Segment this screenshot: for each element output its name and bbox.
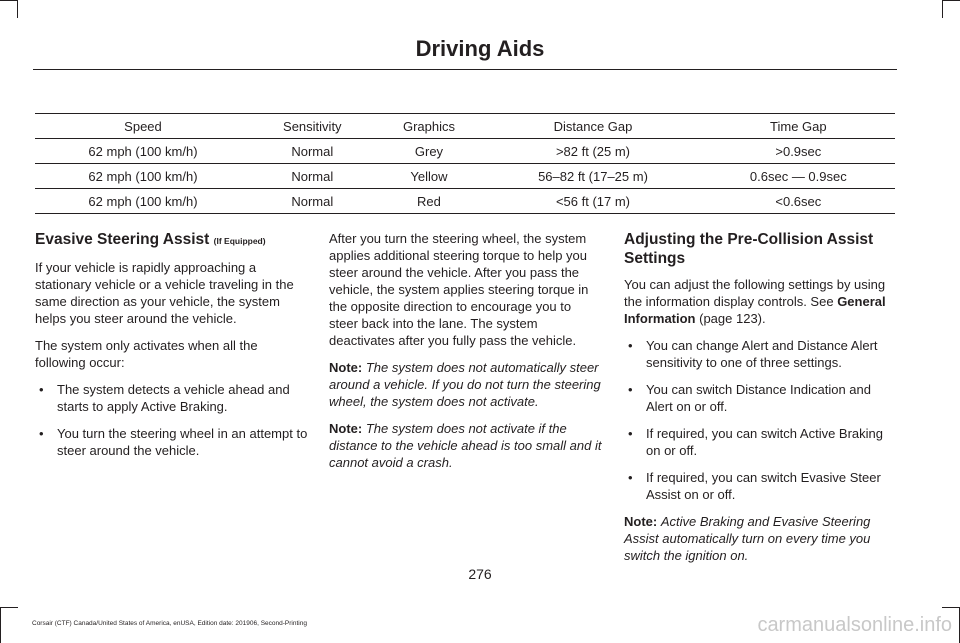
crop-mark bbox=[942, 607, 960, 608]
table-cell: 56–82 ft (17–25 m) bbox=[484, 164, 701, 189]
table-row bbox=[35, 164, 895, 189]
paragraph-text: You can adjust the following settings by using the information display controls. See bbox=[624, 277, 886, 309]
if-equipped-label: (If Equipped) bbox=[213, 236, 266, 246]
table-cell: >82 ft (25 m) bbox=[484, 139, 701, 164]
section-title-text: Evasive Steering Assist bbox=[35, 231, 210, 248]
list-item: • You can switch Distance Indication and Alert on or off. bbox=[624, 381, 898, 415]
paragraph: After you turn the steering wheel, the system applies additional steering torque to help you steer around the vehicle. After you pass the vehicle, the system applies steering torque in the opposite direction to encourage you to steer back into the lane. The system deactivates after you fully pass the vehicle. bbox=[329, 231, 589, 348]
paragraph: The system only activates when all the following occur: bbox=[35, 338, 258, 370]
column-header-speed: Speed bbox=[35, 114, 251, 139]
paragraph bbox=[624, 276, 898, 327]
list-item: • If required, you can switch Evasive Steer Assist on or off. bbox=[624, 469, 898, 503]
column-right bbox=[624, 230, 898, 574]
note bbox=[624, 513, 898, 564]
table-cell: 62 mph (100 km/h) bbox=[35, 164, 251, 189]
note-label: Note: bbox=[329, 360, 363, 375]
table-cell: >0.9sec bbox=[702, 139, 895, 164]
crop-mark bbox=[942, 0, 943, 18]
footer-edition-info: Corsair (CTF) Canada/United States of America, enUSA, Edition date: 201906, Second-Printing bbox=[32, 620, 307, 627]
crop-mark bbox=[942, 0, 960, 1]
table-cell: 0.6sec — 0.9sec bbox=[702, 164, 895, 189]
column-left bbox=[35, 230, 309, 469]
list-item: • The system detects a vehicle ahead and starts to apply Active Braking. bbox=[35, 381, 309, 415]
table-cell: <0.6sec bbox=[702, 189, 895, 214]
page-reference: (page 123). bbox=[699, 311, 766, 326]
note-label: Note: bbox=[329, 421, 363, 436]
column-header-distance-gap: Distance Gap bbox=[484, 114, 701, 139]
column-header-graphics: Graphics bbox=[374, 114, 485, 139]
table-cell: Normal bbox=[251, 164, 374, 189]
note-text: The system does not activate if the distance to the vehicle ahead is too small and it cannot avoid a crash. bbox=[329, 421, 602, 470]
list-item: • You can change Alert and Distance Alert sensitivity to one of three settings. bbox=[624, 337, 898, 371]
watermark: carmanualsonline.info bbox=[757, 614, 952, 636]
table-cell: 62 mph (100 km/h) bbox=[35, 139, 251, 164]
list-item: • If required, you can switch Active Braking on or off. bbox=[624, 425, 898, 459]
table-cell: Grey bbox=[374, 139, 485, 164]
table-cell: <56 ft (17 m) bbox=[484, 189, 701, 214]
activation-conditions-list bbox=[35, 381, 309, 459]
table-cell: 62 mph (100 km/h) bbox=[35, 189, 251, 214]
crop-mark bbox=[0, 0, 18, 1]
crop-mark bbox=[17, 0, 18, 18]
settings-list bbox=[624, 337, 898, 503]
list-item: • You turn the steering wheel in an attempt to steer around the vehicle. bbox=[35, 425, 309, 459]
table-cell: Yellow bbox=[374, 164, 485, 189]
paragraph: If your vehicle is rapidly approaching a stationary vehicle or a vehicle traveling in the same direction as your vehicle, the system helps you steer around the vehicle. bbox=[35, 260, 294, 326]
note-label: Note: bbox=[624, 514, 658, 529]
cross-reference-link[interactable]: General Information bbox=[624, 294, 886, 326]
table-row bbox=[35, 189, 895, 214]
section-title-evasive-steering bbox=[35, 230, 309, 251]
table-header-row bbox=[35, 114, 895, 139]
table-cell: Normal bbox=[251, 189, 374, 214]
note-text: The system does not automatically steer around a vehicle. If you do not turn the steering wheel, the system does not activate. bbox=[329, 360, 601, 409]
note bbox=[329, 420, 603, 471]
distance-gap-table bbox=[35, 113, 895, 214]
crop-mark bbox=[0, 607, 1, 643]
table-row bbox=[35, 139, 895, 164]
crop-mark bbox=[0, 607, 18, 608]
column-middle bbox=[329, 230, 603, 481]
note-text: Active Braking and Evasive Steering Assist automatically turn on every time you switch the ignition on. bbox=[624, 514, 871, 563]
column-header-sensitivity: Sensitivity bbox=[251, 114, 374, 139]
header-divider bbox=[33, 69, 897, 70]
page-number: 276 bbox=[468, 566, 492, 582]
note bbox=[329, 359, 603, 410]
page-title: Driving Aids bbox=[415, 36, 545, 61]
section-title-pre-collision-settings: Adjusting the Pre-Collision Assist Settings bbox=[624, 231, 874, 267]
table-cell: Normal bbox=[251, 139, 374, 164]
table-cell: Red bbox=[374, 189, 485, 214]
column-header-time-gap: Time Gap bbox=[702, 114, 895, 139]
